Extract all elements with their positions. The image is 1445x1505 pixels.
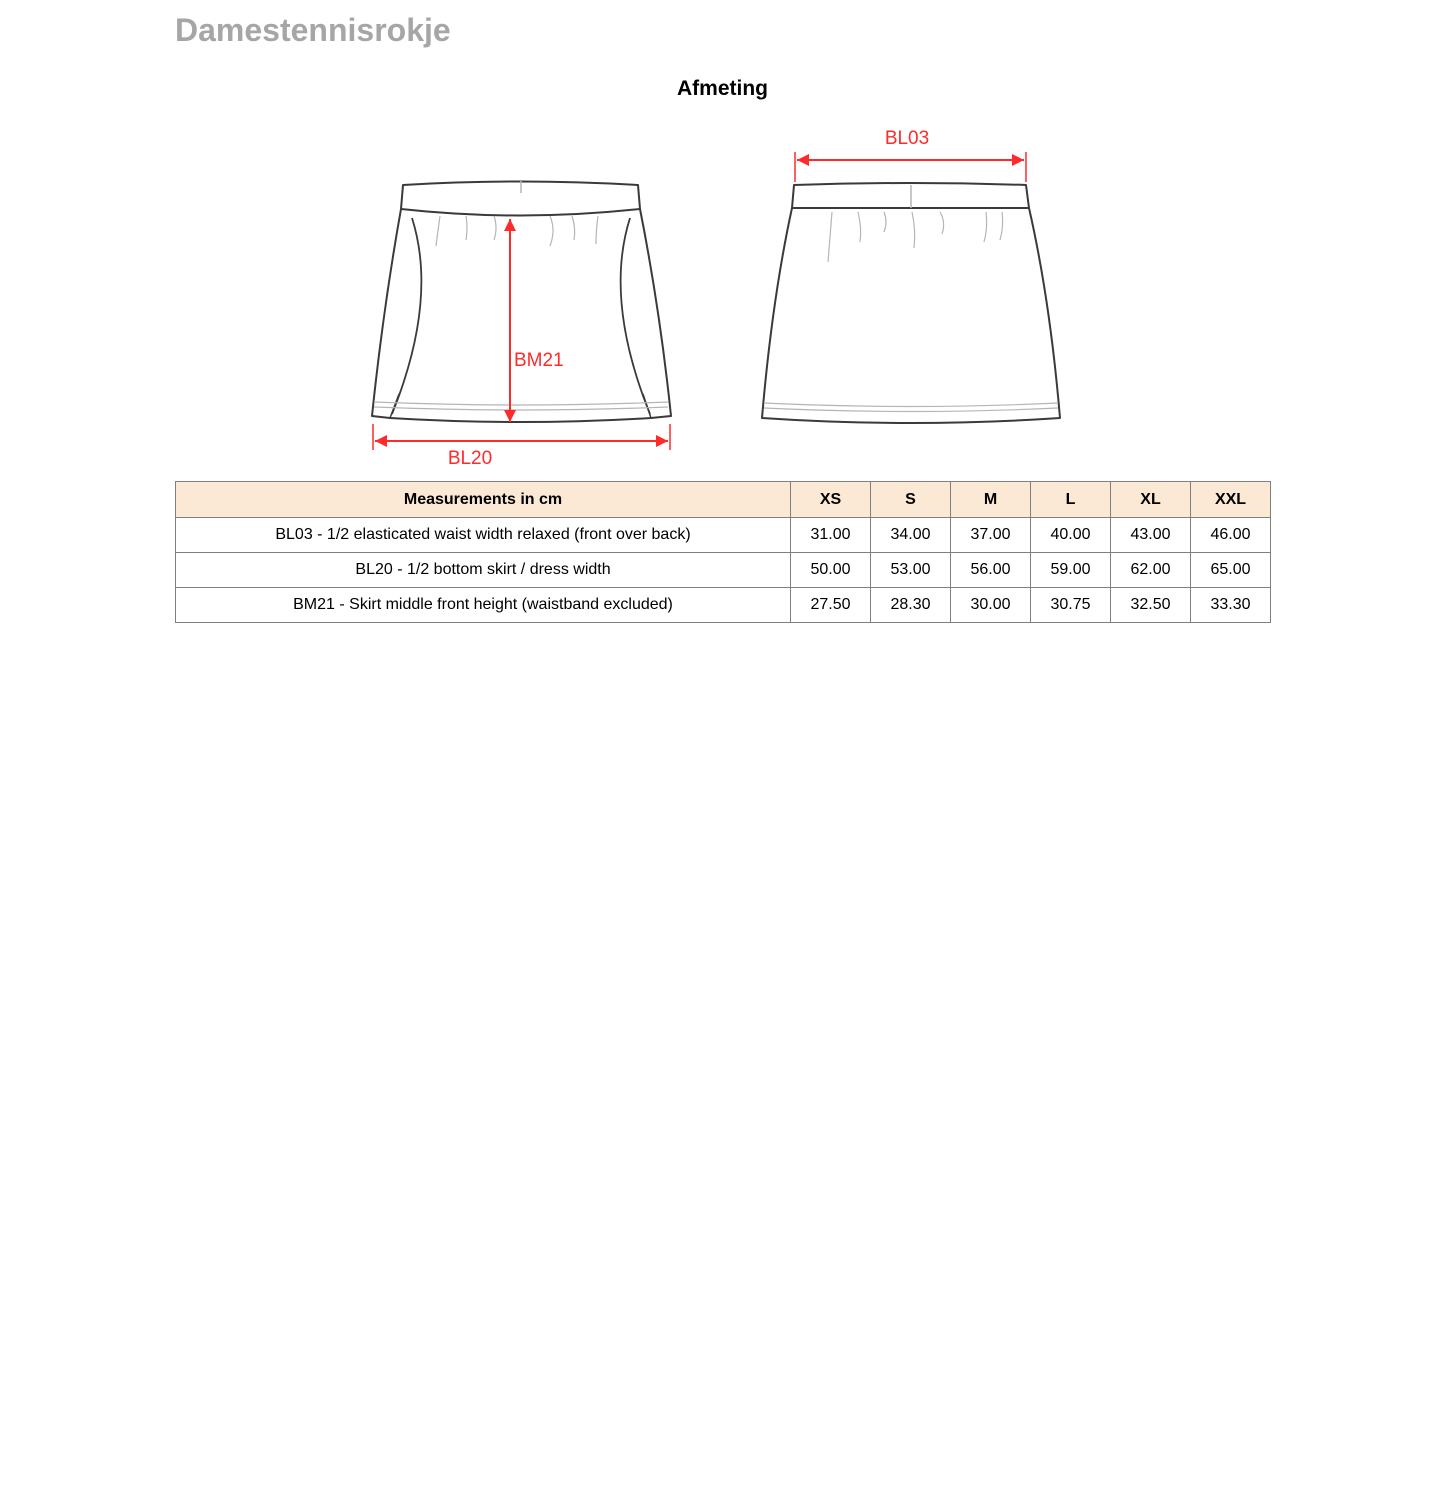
row-value: 27.50 [791,588,871,623]
row-value: 28.30 [871,588,951,623]
header-size: XXL [1191,482,1271,518]
front-hem-stitch [374,402,668,410]
back-body-outline [762,208,1060,423]
header-size: S [871,482,951,518]
document-title: Damestennisrokje [175,12,451,48]
row-label: BM21 - Skirt middle front height (waistband excluded) [176,588,791,623]
row-value: 53.00 [871,553,951,588]
row-value: 62.00 [1111,553,1191,588]
size-chart-table [175,481,1271,623]
row-value: 59.00 [1031,553,1111,588]
front-left-slit [390,394,399,418]
header-size: M [951,482,1031,518]
row-value: 46.00 [1191,518,1271,553]
row-value: 56.00 [951,553,1031,588]
row-value: 31.00 [791,518,871,553]
row-value: 32.50 [1111,588,1191,623]
table-row [176,553,1271,588]
bl20-label: BL20 [447,448,493,469]
row-value: 43.00 [1111,518,1191,553]
measure-bl20 [373,424,670,469]
skirt-diagram [360,118,1080,478]
header-measurements: Measurements in cm [176,482,791,518]
front-right-slit [643,394,651,418]
measure-bm21 [510,219,564,422]
row-value: 50.00 [791,553,871,588]
row-label: BL20 - 1/2 bottom skirt / dress width [176,553,791,588]
row-value: 37.00 [951,518,1031,553]
front-gathers [436,216,598,246]
table-header-row [176,482,1271,518]
front-left-panel-seam [392,218,421,414]
row-value: 40.00 [1031,518,1111,553]
bm21-label: BM21 [514,350,564,371]
section-title: Afmeting [677,77,768,100]
header-size: XL [1111,482,1191,518]
header-size: L [1031,482,1111,518]
back-hem-stitch [764,403,1058,412]
skirt-front-view [372,181,671,422]
back-gathers [828,212,1003,262]
row-value: 30.75 [1031,588,1111,623]
table-row [176,518,1271,553]
row-value: 30.00 [951,588,1031,623]
front-right-panel-seam [621,218,650,414]
header-size: XS [791,482,871,518]
measure-bl03 [795,128,1026,182]
bl03-label: BL03 [884,128,930,149]
row-value: 33.30 [1191,588,1271,623]
row-value: 65.00 [1191,553,1271,588]
skirt-back-view [762,183,1060,423]
row-label: BL03 - 1/2 elasticated waist width relaxed (front over back) [176,518,791,553]
row-value: 34.00 [871,518,951,553]
table-row [176,588,1271,623]
